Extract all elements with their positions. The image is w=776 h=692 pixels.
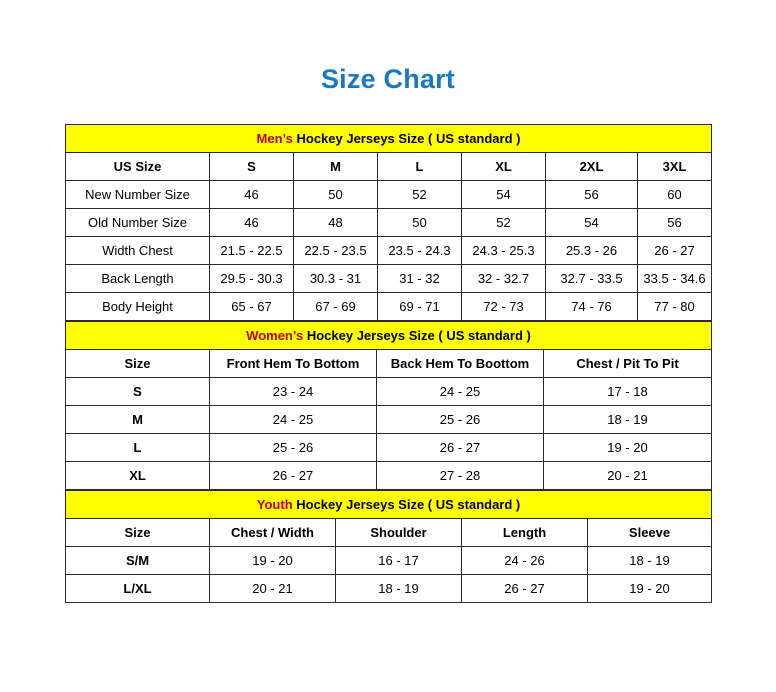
womens-heading-accent: Women’s [246,328,304,343]
mens-cell-1-5: 56 [638,209,712,237]
mens-section-heading [66,125,712,153]
womens-cell-1-0: 24 - 25 [210,406,377,434]
mens-col-header-0: US Size [66,153,210,181]
mens-cell-0-1: 50 [294,181,378,209]
mens-row-label-2: Width Chest [66,237,210,265]
womens-row-label-3: XL [66,462,210,490]
mens-cell-0-2: 52 [378,181,462,209]
youth-section-heading-row [66,491,712,519]
womens-cell-1-1: 25 - 26 [377,406,544,434]
womens-cell-0-0: 23 - 24 [210,378,377,406]
womens-size-table [65,321,712,490]
womens-section-heading-row [66,322,712,350]
youth-cell-1-1: 18 - 19 [336,575,462,603]
mens-heading-rest: Hockey Jerseys Size ( US standard ) [292,131,521,146]
youth-heading-rest: Hockey Jerseys Size ( US standard ) [292,497,521,512]
mens-cell-4-4: 74 - 76 [546,293,638,321]
mens-column-header-row [66,153,712,181]
size-tables-container [65,95,711,603]
mens-cell-2-3: 24.3 - 25.3 [462,237,546,265]
mens-size-table [65,124,712,321]
mens-cell-3-5: 33.5 - 34.6 [638,265,712,293]
mens-cell-3-0: 29.5 - 30.3 [210,265,294,293]
table-row [66,547,712,575]
mens-row-label-4: Body Height [66,293,210,321]
youth-size-table [65,490,712,603]
womens-col-header-2: Back Hem To Boottom [377,350,544,378]
mens-cell-0-0: 46 [210,181,294,209]
mens-row-label-1: Old Number Size [66,209,210,237]
womens-cell-2-0: 25 - 26 [210,434,377,462]
table-row [66,209,712,237]
mens-cell-1-4: 54 [546,209,638,237]
youth-row-label-0: S/M [66,547,210,575]
youth-col-header-3: Length [462,519,588,547]
womens-column-header-row [66,350,712,378]
youth-section-heading [66,491,712,519]
womens-cell-3-1: 27 - 28 [377,462,544,490]
youth-row-label-1: L/XL [66,575,210,603]
mens-row-label-3: Back Length [66,265,210,293]
womens-cell-1-2: 18 - 19 [544,406,712,434]
mens-col-header-1: S [210,153,294,181]
womens-cell-3-0: 26 - 27 [210,462,377,490]
womens-cell-2-1: 26 - 27 [377,434,544,462]
mens-row-label-0: New Number Size [66,181,210,209]
mens-col-header-4: XL [462,153,546,181]
youth-cell-0-3: 18 - 19 [588,547,712,575]
mens-cell-2-2: 23.5 - 24.3 [378,237,462,265]
womens-cell-3-2: 20 - 21 [544,462,712,490]
table-row [66,406,712,434]
womens-heading-rest: Hockey Jerseys Size ( US standard ) [303,328,531,343]
mens-cell-1-3: 52 [462,209,546,237]
mens-col-header-6: 3XL [638,153,712,181]
mens-cell-1-0: 46 [210,209,294,237]
table-row [66,575,712,603]
mens-col-header-2: M [294,153,378,181]
mens-cell-3-3: 32 - 32.7 [462,265,546,293]
table-row [66,293,712,321]
womens-cell-0-1: 24 - 25 [377,378,544,406]
youth-cell-1-2: 26 - 27 [462,575,588,603]
table-row [66,434,712,462]
mens-cell-2-5: 26 - 27 [638,237,712,265]
youth-cell-0-2: 24 - 26 [462,547,588,575]
womens-row-label-2: L [66,434,210,462]
mens-col-header-5: 2XL [546,153,638,181]
womens-row-label-0: S [66,378,210,406]
table-row [66,378,712,406]
youth-heading-accent: Youth [256,497,293,512]
mens-cell-4-0: 65 - 67 [210,293,294,321]
mens-cell-4-5: 77 - 80 [638,293,712,321]
table-row [66,265,712,293]
mens-cell-1-2: 50 [378,209,462,237]
table-row [66,181,712,209]
youth-column-header-row [66,519,712,547]
youth-col-header-0: Size [66,519,210,547]
mens-cell-4-3: 72 - 73 [462,293,546,321]
youth-cell-1-0: 20 - 21 [210,575,336,603]
mens-cell-3-1: 30.3 - 31 [294,265,378,293]
mens-cell-0-5: 60 [638,181,712,209]
youth-cell-1-3: 19 - 20 [588,575,712,603]
mens-cell-3-2: 31 - 32 [378,265,462,293]
mens-cell-2-4: 25.3 - 26 [546,237,638,265]
mens-cell-2-0: 21.5 - 22.5 [210,237,294,265]
page-title: Size Chart [320,64,456,94]
table-row [66,462,712,490]
mens-cell-3-4: 32.7 - 33.5 [546,265,638,293]
table-row [66,237,712,265]
youth-col-header-4: Sleeve [588,519,712,547]
womens-col-header-0: Size [66,350,210,378]
youth-cell-0-0: 19 - 20 [210,547,336,575]
womens-col-header-1: Front Hem To Bottom [210,350,377,378]
mens-cell-2-1: 22.5 - 23.5 [294,237,378,265]
mens-col-header-3: L [378,153,462,181]
womens-cell-2-2: 19 - 20 [544,434,712,462]
mens-cell-1-1: 48 [294,209,378,237]
mens-heading-accent: Men’s [256,131,293,146]
youth-cell-0-1: 16 - 17 [336,547,462,575]
womens-col-header-3: Chest / Pit To Pit [544,350,712,378]
mens-cell-0-4: 56 [546,181,638,209]
womens-cell-0-2: 17 - 18 [544,378,712,406]
mens-cell-4-2: 69 - 71 [378,293,462,321]
mens-cell-0-3: 54 [462,181,546,209]
womens-section-heading [66,322,712,350]
youth-col-header-1: Chest / Width [210,519,336,547]
womens-row-label-1: M [66,406,210,434]
mens-cell-4-1: 67 - 69 [294,293,378,321]
mens-section-heading-row [66,125,712,153]
youth-col-header-2: Shoulder [336,519,462,547]
